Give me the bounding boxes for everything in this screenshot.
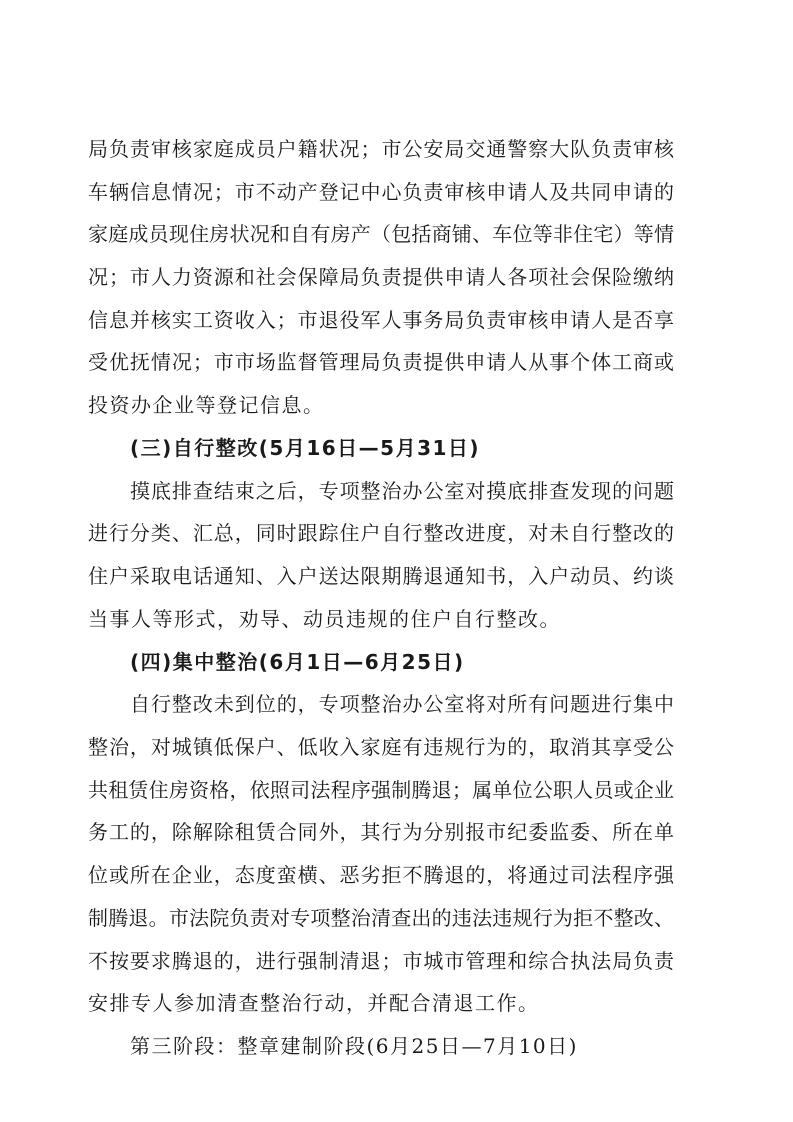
text-line-15: 整治，对城镇低保户、低收入家庭有违规行为的，取消其享受公 xyxy=(88,735,675,759)
text-line-16: 共租赁住房资格，依照司法程序强制腾退；属单位公职人员或企业 xyxy=(88,778,675,802)
section-heading-3: (三)自行整改(5月16日—5月31日) xyxy=(130,436,481,460)
text-line-4: 况；市人力资源和社会保障局负责提供申请人各项社会保险缴纳 xyxy=(88,265,675,289)
text-line-18: 位或所在企业，态度蛮横、恶劣拒不腾退的，将通过司法程序强 xyxy=(88,863,675,887)
text-line-17: 务工的，除解除租赁合同外，其行为分别报市纪委监委、所在单 xyxy=(88,820,675,844)
text-line-1: 局负责审核家庭成员户籍状况；市公安局交通警察大队负责审核 xyxy=(88,137,675,161)
text-line-11: 住户采取电话通知、入户送达限期腾退通知书，入户动员、约谈 xyxy=(88,564,675,588)
text-line-7: 投资办企业等登记信息。 xyxy=(88,393,325,417)
text-line-21: 安排专人参加清查整治行动，并配合清退工作。 xyxy=(88,991,540,1015)
text-line-22: 第三阶段：整章建制阶段(6月25日—7月10日) xyxy=(130,1034,578,1058)
text-line-9: 摸底排查结束之后，专项整治办公室对摸底排查发现的问题 xyxy=(130,479,675,503)
text-line-19: 制腾退。市法院负责对专项整治清查出的违法违规行为拒不整改、 xyxy=(88,906,675,930)
text-line-12: 当事人等形式，劝导、动员违规的住户自行整改。 xyxy=(88,607,561,631)
text-line-3: 家庭成员现住房状况和自有房产（包括商铺、车位等非住宅）等情 xyxy=(88,222,675,246)
text-line-10: 进行分类、汇总，同时跟踪住户自行整改进度，对未自行整改的 xyxy=(88,521,675,545)
text-line-20: 不按要求腾退的，进行强制清退；市城市管理和综合执法局负责 xyxy=(88,949,675,973)
text-line-14: 自行整改未到位的，专项整治办公室将对所有问题进行集中 xyxy=(130,692,675,716)
text-line-5: 信息并核实工资收入；市退役军人事务局负责审核申请人是否享 xyxy=(88,308,675,332)
section-heading-4: (四)集中整治(6月1日—6月25日) xyxy=(130,650,465,674)
text-line-2: 车辆信息情况；市不动产登记中心负责审核申请人及共同申请的 xyxy=(88,180,675,204)
text-line-6: 受优抚情况；市市场监督管理局负责提供申请人从事个体工商或 xyxy=(88,350,675,374)
